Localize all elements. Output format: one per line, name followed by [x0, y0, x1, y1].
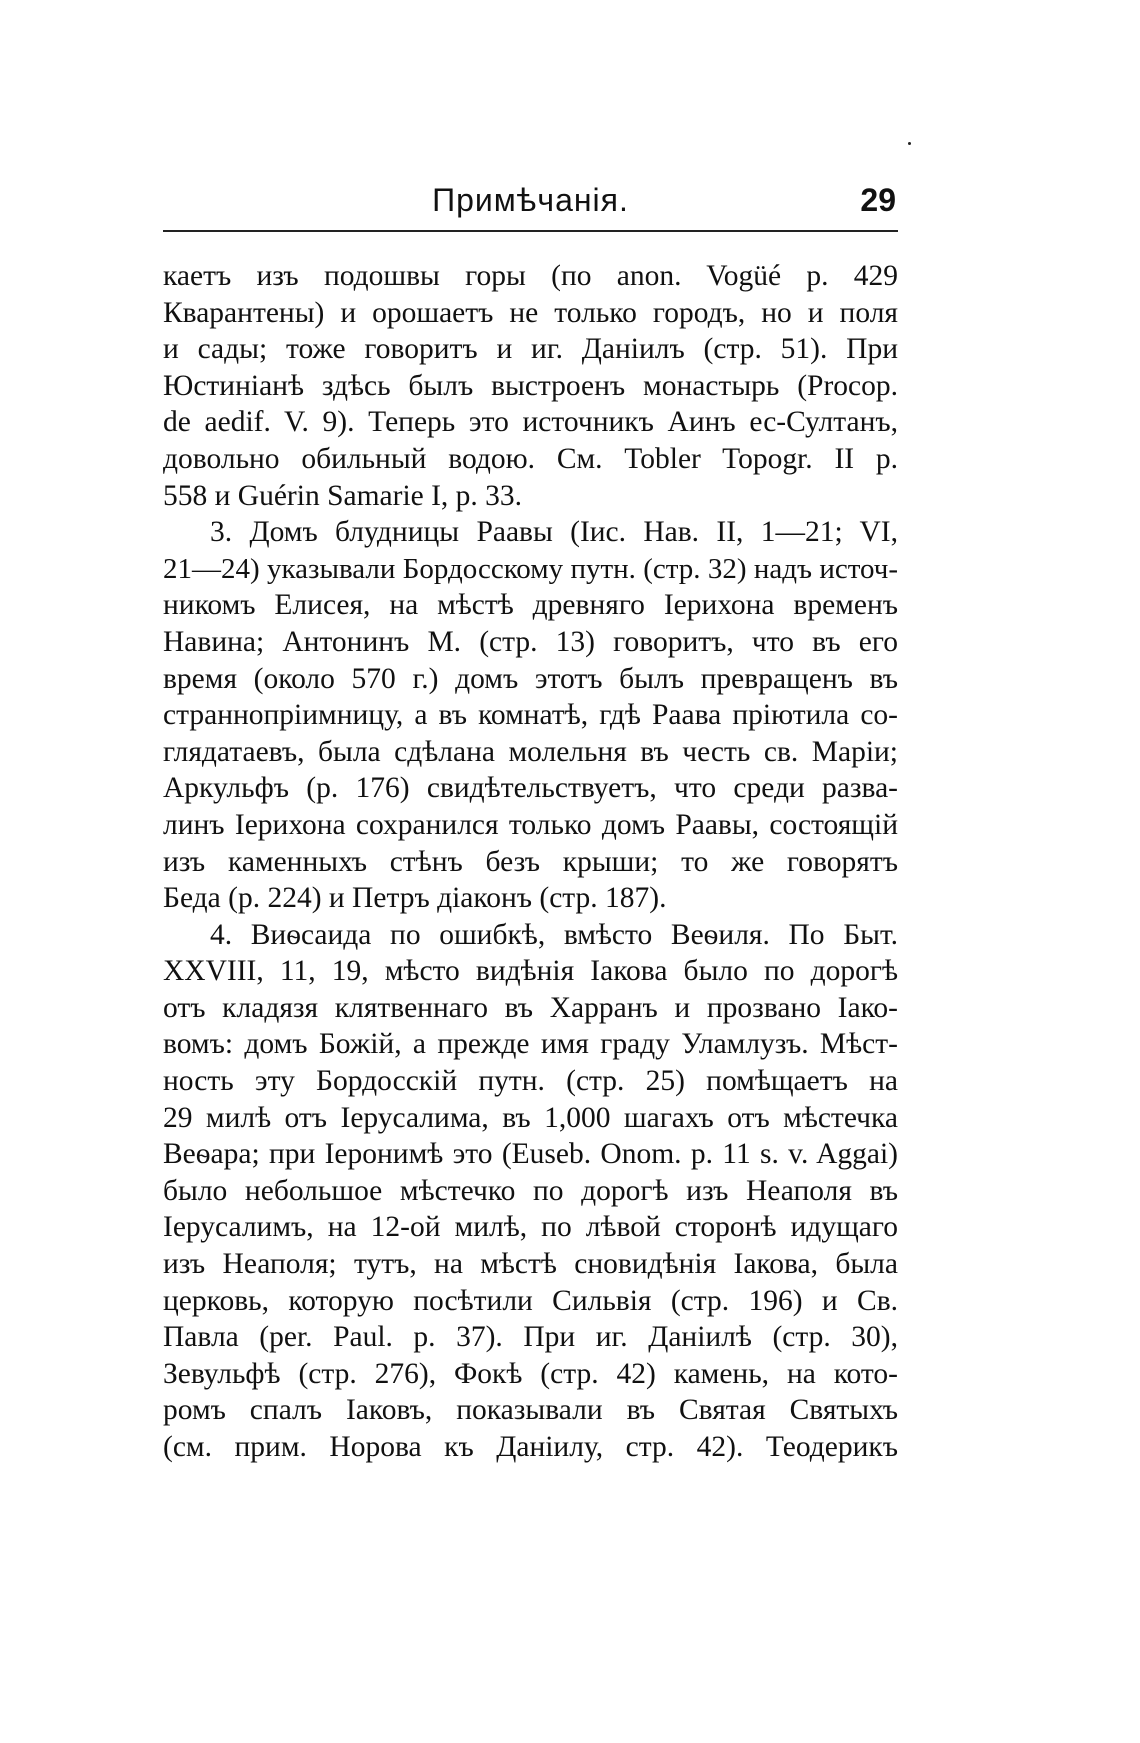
text-line: 21—24) указывали Бордосскому путн. (стр. 32) надъ источ- [163, 552, 898, 585]
stray-dot-mark [908, 142, 911, 145]
running-title: Примѣчанія. [432, 182, 629, 218]
text-line: 3. Домъ блудницы Раавы (Іис. Нав. II, 1—21; VI, [210, 516, 898, 549]
text-line: Іерусалимъ, на 12-ой милѣ, по лѣвой сторонѣ идущаго [163, 1211, 898, 1244]
text-line: церковь, которую посѣтили Сильвія (стр. 196) и Св. [163, 1284, 898, 1317]
page-number: 29 [860, 182, 896, 218]
text-line: Кварантены) и орошаетъ не только городъ, но и поля [163, 296, 898, 329]
text-line: вомъ: домъ Божій, а прежде имя граду Уламлузъ. Мѣст- [163, 1028, 898, 1061]
text-line: Юстиніанѣ здѣсь былъ выстроенъ монастырь (Procop. [163, 369, 898, 402]
text-line: изъ Неаполя; тутъ, на мѣстѣ сновидѣнія Іакова, была [163, 1248, 898, 1281]
text-line: глядатаевъ, была сдѣлана молельня въ честь св. Маріи; [163, 735, 898, 768]
text-line: время (около 570 г.) домъ этотъ былъ превращенъ въ [163, 662, 898, 695]
text-line: линъ Іерихона сохранился только домъ Раавы, состоящій [163, 808, 898, 841]
text-line: Аркульфъ (р. 176) свидѣтельствуетъ, что среди разва- [163, 772, 898, 805]
text-line: Зевульфѣ (стр. 276), Фокѣ (стр. 42) камень, на кото- [163, 1357, 898, 1390]
text-line: Павла (per. Paul. p. 37). При иг. Даніилѣ (стр. 30), [163, 1321, 898, 1354]
text-line: изъ каменныхъ стѣнъ безъ крыши; то же говорятъ [163, 845, 898, 878]
text-line: 4. Виѳсаида по ошибкѣ, вмѣсто Веѳиля. По Быт. [210, 918, 898, 951]
text-line: каетъ изъ подошвы горы (по anon. Vogüé p. 429 [163, 260, 898, 292]
text-line: ромъ спалъ Іаковъ, показывали въ Святая Святыхъ [163, 1394, 898, 1427]
text-line: довольно обильный водою. См. Tobler Topogr. II p. [163, 442, 898, 475]
page-header [163, 180, 898, 226]
text-line: de aedif. V. 9). Теперь это источникъ Аинъ ес-Султанъ, [163, 406, 898, 439]
text-line: 29 милѣ отъ Іерусалима, въ 1,000 шагахъ отъ мѣстечка [163, 1101, 898, 1134]
text-line: Навина; Антонинъ М. (стр. 13) говоритъ, что въ его [163, 625, 898, 658]
body-text [163, 258, 898, 1466]
text-line: ность эту Бордосскій путн. (стр. 25) помѣщаетъ на [163, 1065, 898, 1098]
text-line: было небольшое мѣстечко по дорогѣ изъ Неаполя въ [163, 1174, 898, 1207]
text-line: никомъ Елисея, на мѣстѣ древняго Іерихона временъ [163, 589, 898, 622]
header-rule [163, 230, 898, 232]
book-page [163, 180, 898, 1466]
text-line: и сады; тоже говоритъ и иг. Даніилъ (стр. 51). При [163, 333, 898, 366]
text-line: Беда (р. 224) и Петръ діаконъ (стр. 187). [163, 882, 667, 915]
text-line: страннопріимницу, а въ комнатѣ, гдѣ Раава пріютила со- [163, 699, 898, 732]
text-line: (см. прим. Норова къ Даніилу, стр. 42). Теодерикъ [163, 1431, 898, 1463]
text-line: 558 и Guérin Samarie I, p. 33. [163, 479, 523, 512]
text-line: Веѳара; при Іеронимѣ это (Euseb. Onom. p. 11 s. v. Aggai) [163, 1138, 898, 1171]
text-line: XXVIII, 11, 19, мѣсто видѣнія Іакова было по дорогѣ [163, 955, 898, 988]
text-line: отъ кладязя клятвеннаго въ Харранъ и прозвано Іако- [163, 991, 898, 1024]
